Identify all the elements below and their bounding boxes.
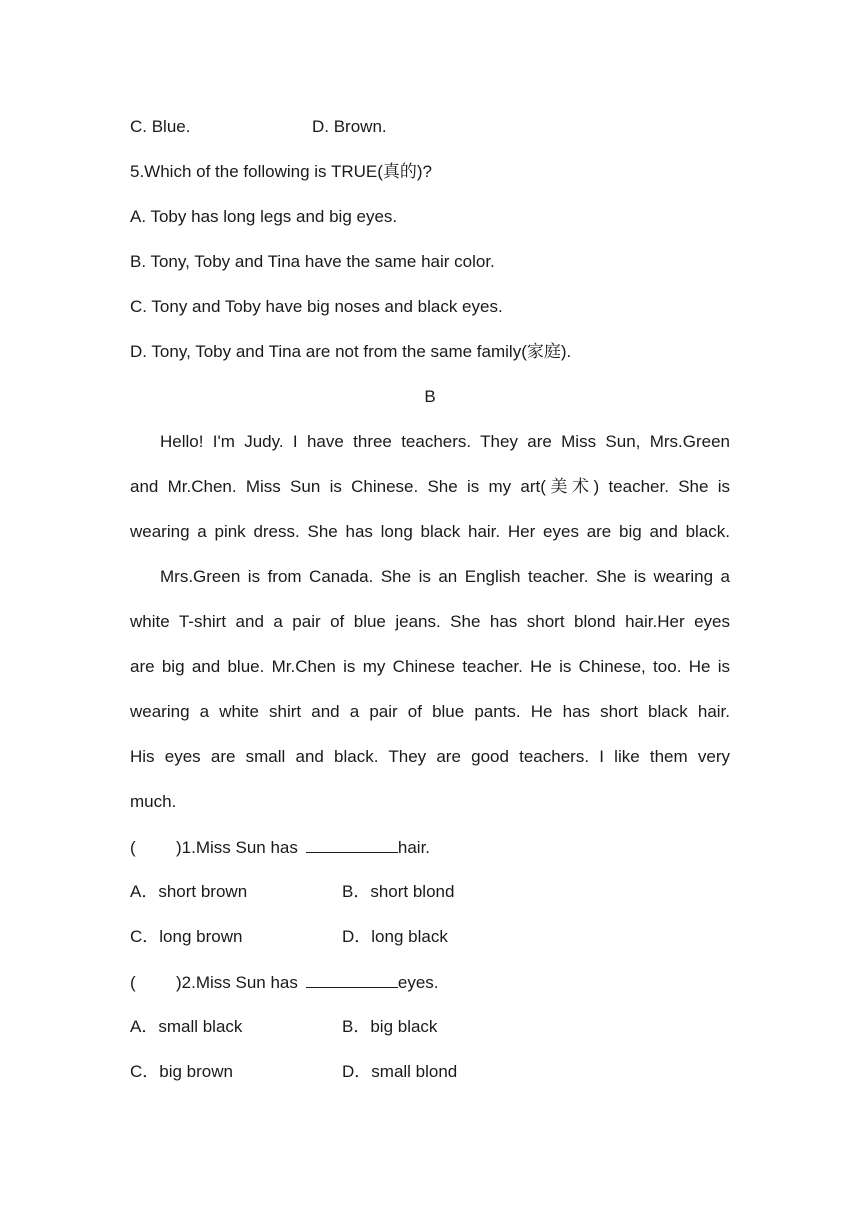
question-2 [130, 970, 439, 994]
question-2-options-ab [130, 1015, 438, 1039]
question-2-options-cd [130, 1060, 458, 1084]
question-1 [130, 835, 430, 859]
option-a: A．short brown [130, 882, 248, 901]
option-b: B．big black [342, 1017, 438, 1036]
option-c: C．long brown [130, 927, 243, 946]
q5-question: 5.Which of the following is TRUE(真的)? [130, 162, 433, 181]
q4-option-c: C. Blue. [130, 117, 191, 136]
option-d: D．long black [342, 927, 448, 946]
passage-line: and Mr.Chen. Miss Sun is Chinese. She is my art(美术) teacher. She is [130, 477, 730, 496]
question-suffix: hair. [397, 838, 431, 857]
answer-blank[interactable] [306, 835, 398, 853]
option-a: A．small black [130, 1017, 243, 1036]
passage-line: Hello! I'm Judy. I have three teachers. They are Miss Sun, Mrs.Green [160, 432, 730, 451]
option-d: D．small blond [342, 1062, 458, 1081]
q5-option-d: D. Tony, Toby and Tina are not from the same family(家庭). [130, 342, 572, 361]
q5-option-c: C. Tony and Toby have big noses and black eyes. [130, 297, 503, 316]
passage-line: are big and blue. Mr.Chen is my Chinese teacher. He is Chinese, too. He is [130, 657, 730, 676]
option-c: C．big brown [130, 1062, 233, 1081]
passage-line: wearing a pink dress. She has long black hair. Her eyes are big and black. [130, 522, 730, 541]
section-b-heading: B [424, 387, 436, 406]
question-prompt: )2.Miss Sun has [176, 973, 298, 992]
passage-line: Mrs.Green is from Canada. She is an English teacher. She is wearing a [160, 567, 730, 586]
option-b: B．short blond [342, 882, 455, 901]
question-suffix: eyes. [397, 973, 439, 992]
question-1-options-ab [130, 880, 455, 904]
answer-paren: ( [130, 838, 136, 857]
passage-line: His eyes are small and black. They are good teachers. I like them very [130, 747, 730, 766]
question-1-options-cd [130, 925, 448, 949]
passage-line: white T-shirt and a pair of blue jeans. She has short blond hair.Her eyes [130, 612, 730, 631]
answer-blank[interactable] [306, 970, 398, 988]
q4-options-row [130, 115, 387, 139]
q5-option-a: A. Toby has long legs and big eyes. [130, 207, 398, 226]
q5-option-b: B. Tony, Toby and Tina have the same hair color. [130, 252, 495, 271]
question-prompt: )1.Miss Sun has [176, 838, 298, 857]
q4-option-d: D. Brown. [312, 117, 387, 136]
passage-line: wearing a white shirt and a pair of blue pants. He has short black hair. [130, 702, 730, 721]
passage-line: much. [130, 792, 177, 811]
answer-paren: ( [130, 973, 136, 992]
